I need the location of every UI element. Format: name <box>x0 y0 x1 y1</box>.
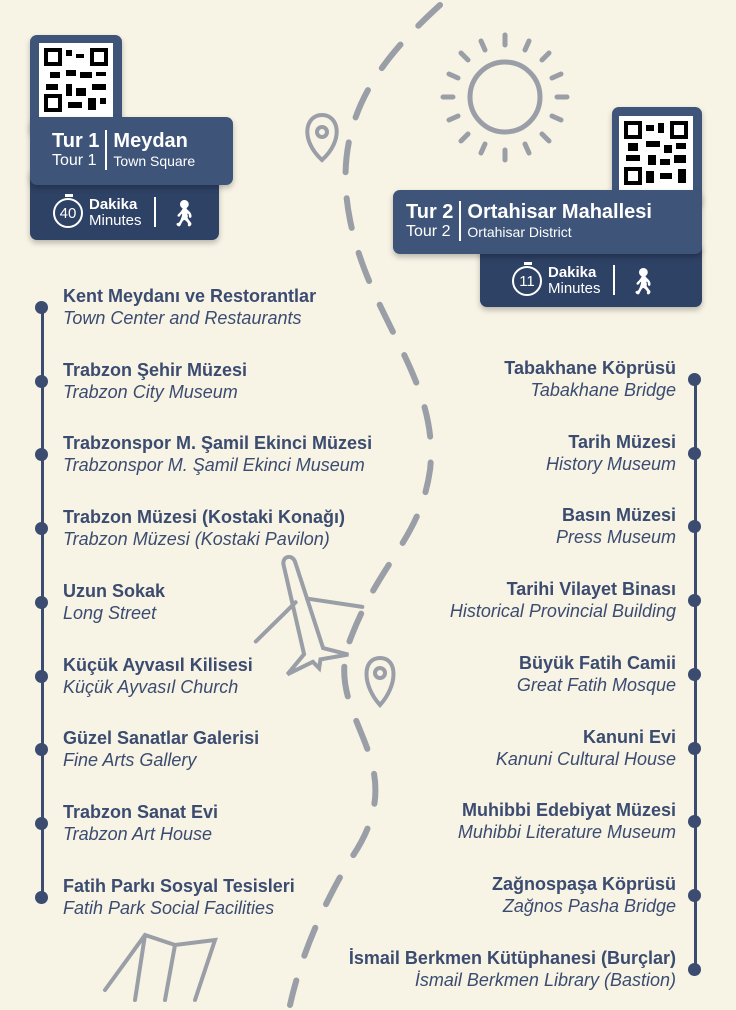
route-stop-dot <box>35 522 48 535</box>
stop-item[interactable] <box>336 947 676 991</box>
stop-name-en: Küçük Ayvasıl Church <box>63 676 239 697</box>
stop-name-en: Trabzon Müzesi (Kostaki Pavilon) <box>63 529 330 550</box>
tour1-minutes-value: 40 <box>59 204 77 222</box>
stop-name-tr: Tarih Müzesi <box>568 431 676 452</box>
stop-item[interactable] <box>336 357 676 401</box>
dakika-label: Dakika <box>89 196 138 213</box>
walking-icon: 🚶︎ <box>626 265 660 296</box>
stop-item[interactable] <box>336 578 676 622</box>
stop-item[interactable] <box>336 504 676 548</box>
tour1-qr-code[interactable] <box>39 43 113 117</box>
stop-name-en: Muhibbi Literature Museum <box>457 822 676 843</box>
stop-item[interactable] <box>336 431 676 475</box>
walking-icon: 🚶︎ <box>167 197 201 228</box>
folded-map-icon <box>105 935 215 1000</box>
stop-name-en: Town Center and Restaurants <box>63 308 302 328</box>
stop-name-en: Fatih Park Social Facilities <box>63 897 275 918</box>
stop-name-tr: Kanuni Evi <box>582 726 676 747</box>
tour2-duration <box>512 265 660 297</box>
route-stop-dot <box>35 817 48 830</box>
tour1-title <box>52 130 195 170</box>
route-stop-dot <box>688 373 701 386</box>
stop-name-en: Press Museum <box>555 527 676 548</box>
stop-name-en: Tabakhane Bridge <box>530 380 676 400</box>
route-stop-dot <box>35 375 48 388</box>
stop-item[interactable] <box>63 285 403 329</box>
dakika-label: Dakika <box>548 264 597 281</box>
stop-item[interactable] <box>336 873 676 917</box>
stop-name-en: İsmail Berkmen Library (Bastion) <box>414 969 676 990</box>
stop-name-tr: Trabzon Sanat Evi <box>63 801 219 822</box>
route-stop-dot <box>688 668 701 681</box>
minutes-label: Minutes <box>89 212 142 229</box>
route-stop-dot <box>688 963 701 976</box>
stop-name-tr: Küçük Ayvasıl Kilisesi <box>63 654 253 675</box>
stop-name-en: Great Fatih Mosque <box>516 674 676 695</box>
stopwatch-icon <box>512 266 542 296</box>
sun-icon <box>443 35 567 160</box>
tour2-name-tr: Ortahisar Mahallesi <box>467 201 652 223</box>
stop-name-tr: Tarihi Vilayet Binası <box>506 579 676 600</box>
stop-item[interactable] <box>336 799 676 843</box>
route-stop-dot <box>35 670 48 683</box>
stop-name-tr: Muhibbi Edebiyat Müzesi <box>461 800 676 821</box>
tour1-title-en: Tour 1 <box>52 152 97 169</box>
tour2-qr-code[interactable] <box>619 116 693 190</box>
tour2-minutes-value: 11 <box>519 272 535 290</box>
stop-item[interactable] <box>336 726 676 770</box>
stop-name-tr: Zağnospaşa Köprüsü <box>491 873 676 894</box>
stop-name-tr: Kent Meydanı ve Restorantlar <box>63 286 317 306</box>
stop-item[interactable] <box>336 652 676 696</box>
route-stop-dot <box>688 594 701 607</box>
stop-name-en: Trabzon City Museum <box>63 381 238 402</box>
tour2-title-en: Tour 2 <box>406 223 451 240</box>
stop-name-tr: Basın Müzesi <box>561 505 676 526</box>
stop-name-tr: Büyük Fatih Camii <box>518 652 676 673</box>
stop-name-tr: Trabzonspor M. Şamil Ekinci Müzesi <box>63 433 373 454</box>
stop-name-tr: İsmail Berkmen Kütüphanesi (Burçlar) <box>348 947 676 968</box>
stop-name-en: Historical Provincial Building <box>449 601 676 622</box>
route-stop-dot <box>35 596 48 609</box>
tour1-name-en: Town Square <box>113 153 196 169</box>
tour2-title <box>406 201 652 241</box>
tour1-title-tr: Tur 1 <box>52 130 100 152</box>
tour1-duration <box>53 197 201 229</box>
route-stop-dot <box>688 447 701 460</box>
stop-name-en: Trabzonspor M. Şamil Ekinci Museum <box>63 455 365 476</box>
stop-name-tr: Tabakhane Köprüsü <box>504 358 676 378</box>
stop-name-en: History Museum <box>545 453 676 474</box>
stop-name-tr: Trabzon Şehir Müzesi <box>63 359 248 380</box>
map-pin-icon <box>307 115 336 160</box>
stop-name-en: Kanuni Cultural House <box>495 748 676 769</box>
stop-name-en: Fine Arts Gallery <box>63 750 197 771</box>
stop-name-tr: Güzel Sanatlar Galerisi <box>63 728 260 749</box>
route-stop-dot <box>35 891 48 904</box>
route-stop-dot <box>35 301 48 314</box>
stop-name-tr: Fatih Parkı Sosyal Tesisleri <box>63 875 295 896</box>
tour2-title-tr: Tur 2 <box>406 201 454 223</box>
tour2-name-en: Ortahisar District <box>467 224 572 240</box>
stop-name-tr: Trabzon Müzesi (Kostaki Konağı) <box>63 507 346 528</box>
tour1-name-tr: Meydan <box>113 130 188 152</box>
minutes-label: Minutes <box>548 280 601 297</box>
stop-name-tr: Uzun Sokak <box>63 580 166 601</box>
route-stop-dot <box>688 889 701 902</box>
route-stop-dot <box>688 742 701 755</box>
stop-name-en: Trabzon Art House <box>63 823 213 844</box>
stopwatch-icon <box>53 198 83 228</box>
stop-name-en: Zağnos Pasha Bridge <box>502 895 676 916</box>
stop-name-en: Long Street <box>63 602 157 623</box>
